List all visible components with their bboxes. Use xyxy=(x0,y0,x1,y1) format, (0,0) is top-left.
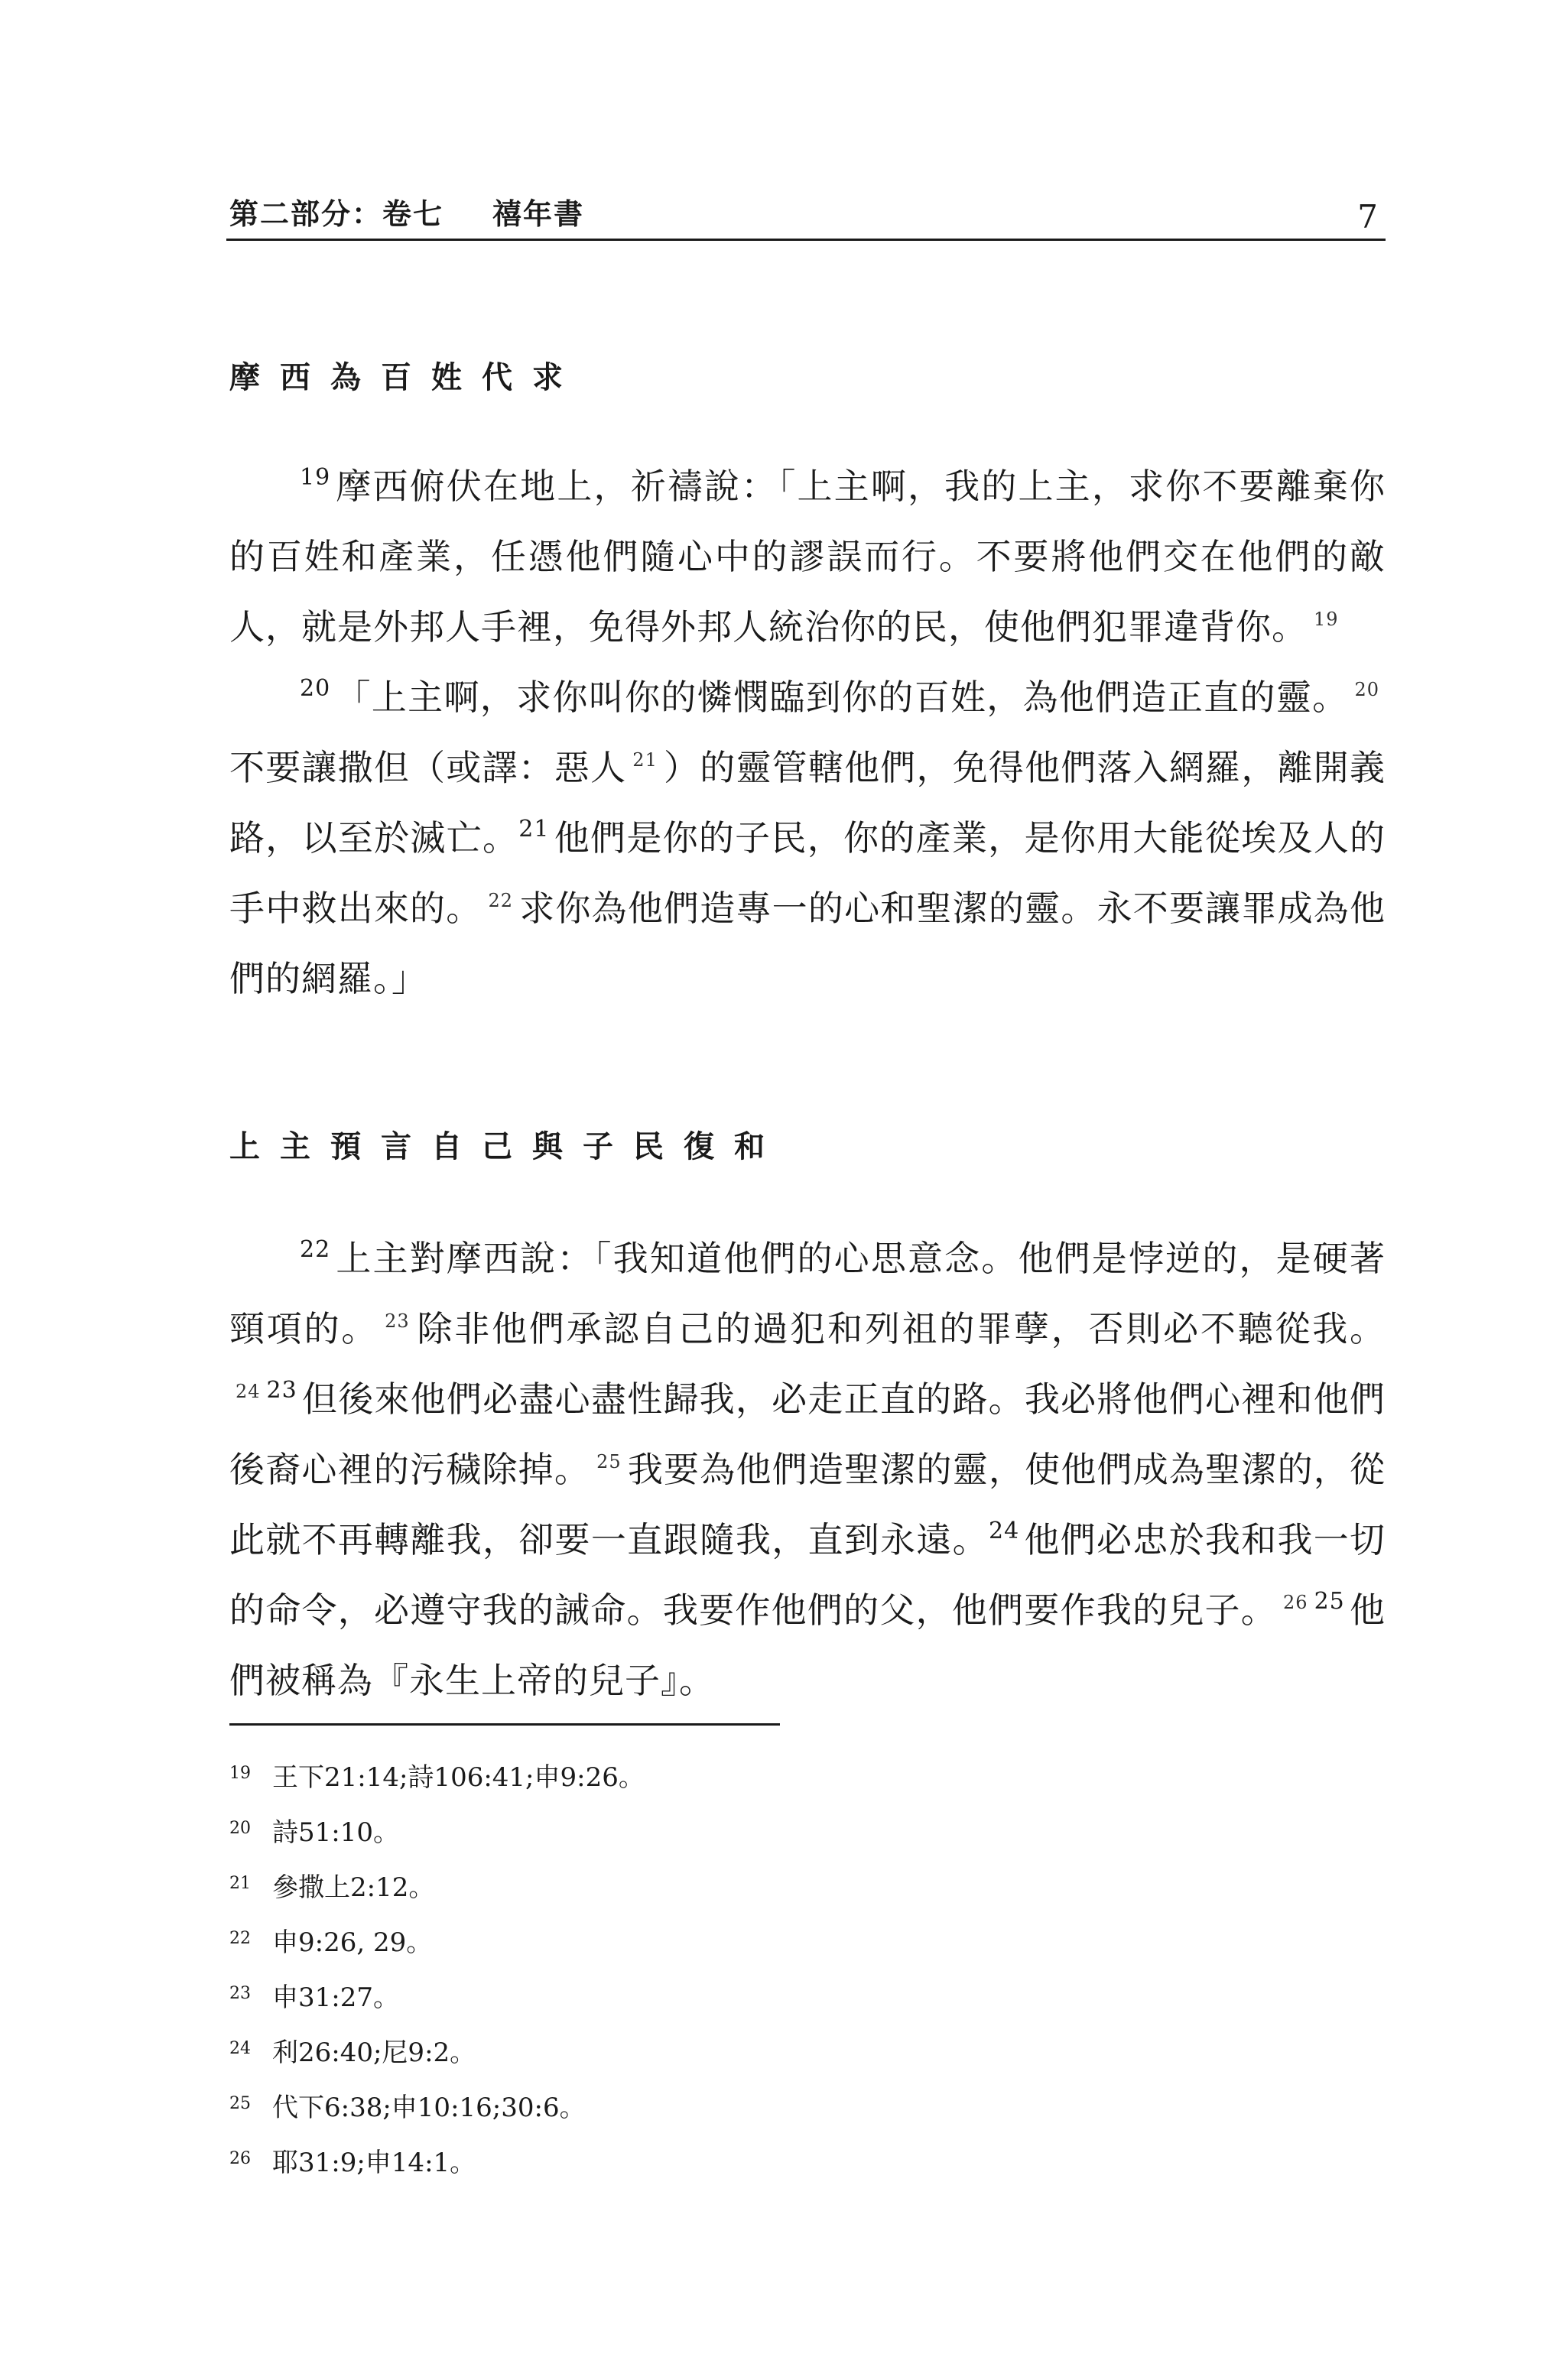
verse-text: 摩西俯伏在地上，祈禱說：「上主啊，我的上主，求你不要離棄你的百姓和產業，任憑他們隨心中的謬誤而行。不要將他們交在他們的敵人，就是外邦人手裡，免得外邦人統治你的民，使他們犯罪違背你。 xyxy=(229,466,1386,648)
verse-number: 21 xyxy=(518,816,550,843)
footnote-item xyxy=(229,1801,1376,1856)
footnote-text: 王下21:14;詩106:41;申9:26。 xyxy=(272,1762,645,1793)
verse-number: 22 xyxy=(300,1236,331,1263)
footnote-ref: 24 xyxy=(236,1381,261,1402)
footnote-text: 代下6:38;申10:16;30:6。 xyxy=(272,2093,586,2123)
verse-text: 不要讓撒但（或譯：惡人 xyxy=(229,747,627,788)
paragraph xyxy=(229,451,1386,662)
footnote-number: 21 xyxy=(229,1874,251,1893)
footnote-text: 耶31:9;申14:1。 xyxy=(272,2148,476,2178)
section-body-2 xyxy=(229,1223,1386,1716)
page-number: 7 xyxy=(1357,198,1378,235)
footnote-ref: 22 xyxy=(488,890,514,911)
running-header xyxy=(226,194,1386,241)
footnote-item xyxy=(229,1966,1376,2021)
verse-text: 他們是你的子民，你的產業，是你用大能從埃及人的手中救出來的。 xyxy=(229,817,1386,929)
section-heading-2: 上主預言自己與子民復和 xyxy=(229,1129,785,1164)
verse-text: 除非他們承認自己的過犯和列祖的罪孽，否則必不聽從我。 xyxy=(415,1308,1386,1349)
footnote-ref: 20 xyxy=(1354,679,1379,700)
footnote-ref: 19 xyxy=(1314,609,1339,630)
section-heading-1: 摩西為百姓代求 xyxy=(229,360,583,395)
paragraph xyxy=(229,662,1386,1014)
footnote-text: 申31:27。 xyxy=(272,1982,399,2013)
footnote-divider xyxy=(229,1723,780,1726)
verse-text: 我要為他們造聖潔的靈，使他們成為聖潔的，從此就不再轉離我，卻要一直跟隨我，直到永遠。 xyxy=(229,1449,1386,1560)
book-title: 禧年書 xyxy=(492,197,585,231)
footnote-text: 申9:26, 29。 xyxy=(272,1927,433,1958)
paragraph xyxy=(229,1223,1386,1716)
footnote-ref: 23 xyxy=(385,1310,410,1332)
verse-number: 24 xyxy=(988,1518,1020,1544)
footnotes xyxy=(229,1746,1376,2187)
footnote-item xyxy=(229,2021,1376,2076)
verse-number: 23 xyxy=(266,1377,297,1404)
footnote-number: 23 xyxy=(229,1984,251,2003)
footnote-number: 25 xyxy=(229,2094,251,2113)
verse-number: 20 xyxy=(300,675,331,702)
verse-text: 上主對摩西說：「我知道他們的心思意念。他們是悖逆的，是硬著頸項的。 xyxy=(229,1238,1386,1349)
footnote-text: 詩51:10。 xyxy=(272,1817,399,1848)
footnote-text: 利26:40;尼9:2。 xyxy=(272,2037,476,2068)
footnote-number: 22 xyxy=(229,1929,251,1948)
footnote-ref: 26 xyxy=(1283,1592,1308,1613)
footnote-ref: 25 xyxy=(596,1451,622,1472)
footnote-item xyxy=(229,1856,1376,1911)
footnote-number: 20 xyxy=(229,1819,251,1838)
footnote-text: 參撒上2:12。 xyxy=(272,1872,435,1903)
footnote-item xyxy=(229,1746,1376,1801)
section-body-1 xyxy=(229,451,1386,1014)
verse-text: 「上主啊，求你叫你的憐憫臨到你的百姓，為他們造正直的靈。 xyxy=(335,677,1349,718)
footnote-item xyxy=(229,1911,1376,1966)
section-label: 第二部分：卷七 xyxy=(229,197,444,231)
verse-text: 他們必忠於我和我一切的命令，必遵守我的誡命。我要作他們的父，他們要作我的兒子。 xyxy=(229,1519,1386,1631)
verse-text: ）的靈管轄他們，免得他們落入網羅，離開義路，以至於滅亡。 xyxy=(229,747,1386,859)
verse-number: 25 xyxy=(1314,1588,1345,1615)
footnote-item xyxy=(229,2076,1376,2132)
verse-number: 19 xyxy=(300,464,331,491)
footnote-number: 26 xyxy=(229,2149,251,2168)
footnote-ref: 21 xyxy=(632,749,658,771)
verse-text: 他們被稱為『永生上帝的兒子』。 xyxy=(229,1589,1386,1701)
footnote-number: 19 xyxy=(229,1764,251,1783)
verse-text: 但後來他們必盡心盡性歸我，必走正直的路。我必將他們心裡和他們後裔心裡的污穢除掉。 xyxy=(229,1378,1386,1490)
running-title xyxy=(229,190,584,232)
footnote-item xyxy=(229,2132,1376,2187)
footnote-number: 24 xyxy=(229,2039,251,2058)
verse-text: 求你為他們造專一的心和聖潔的靈。永不要讓罪成為他們的網羅。」 xyxy=(229,888,1386,999)
